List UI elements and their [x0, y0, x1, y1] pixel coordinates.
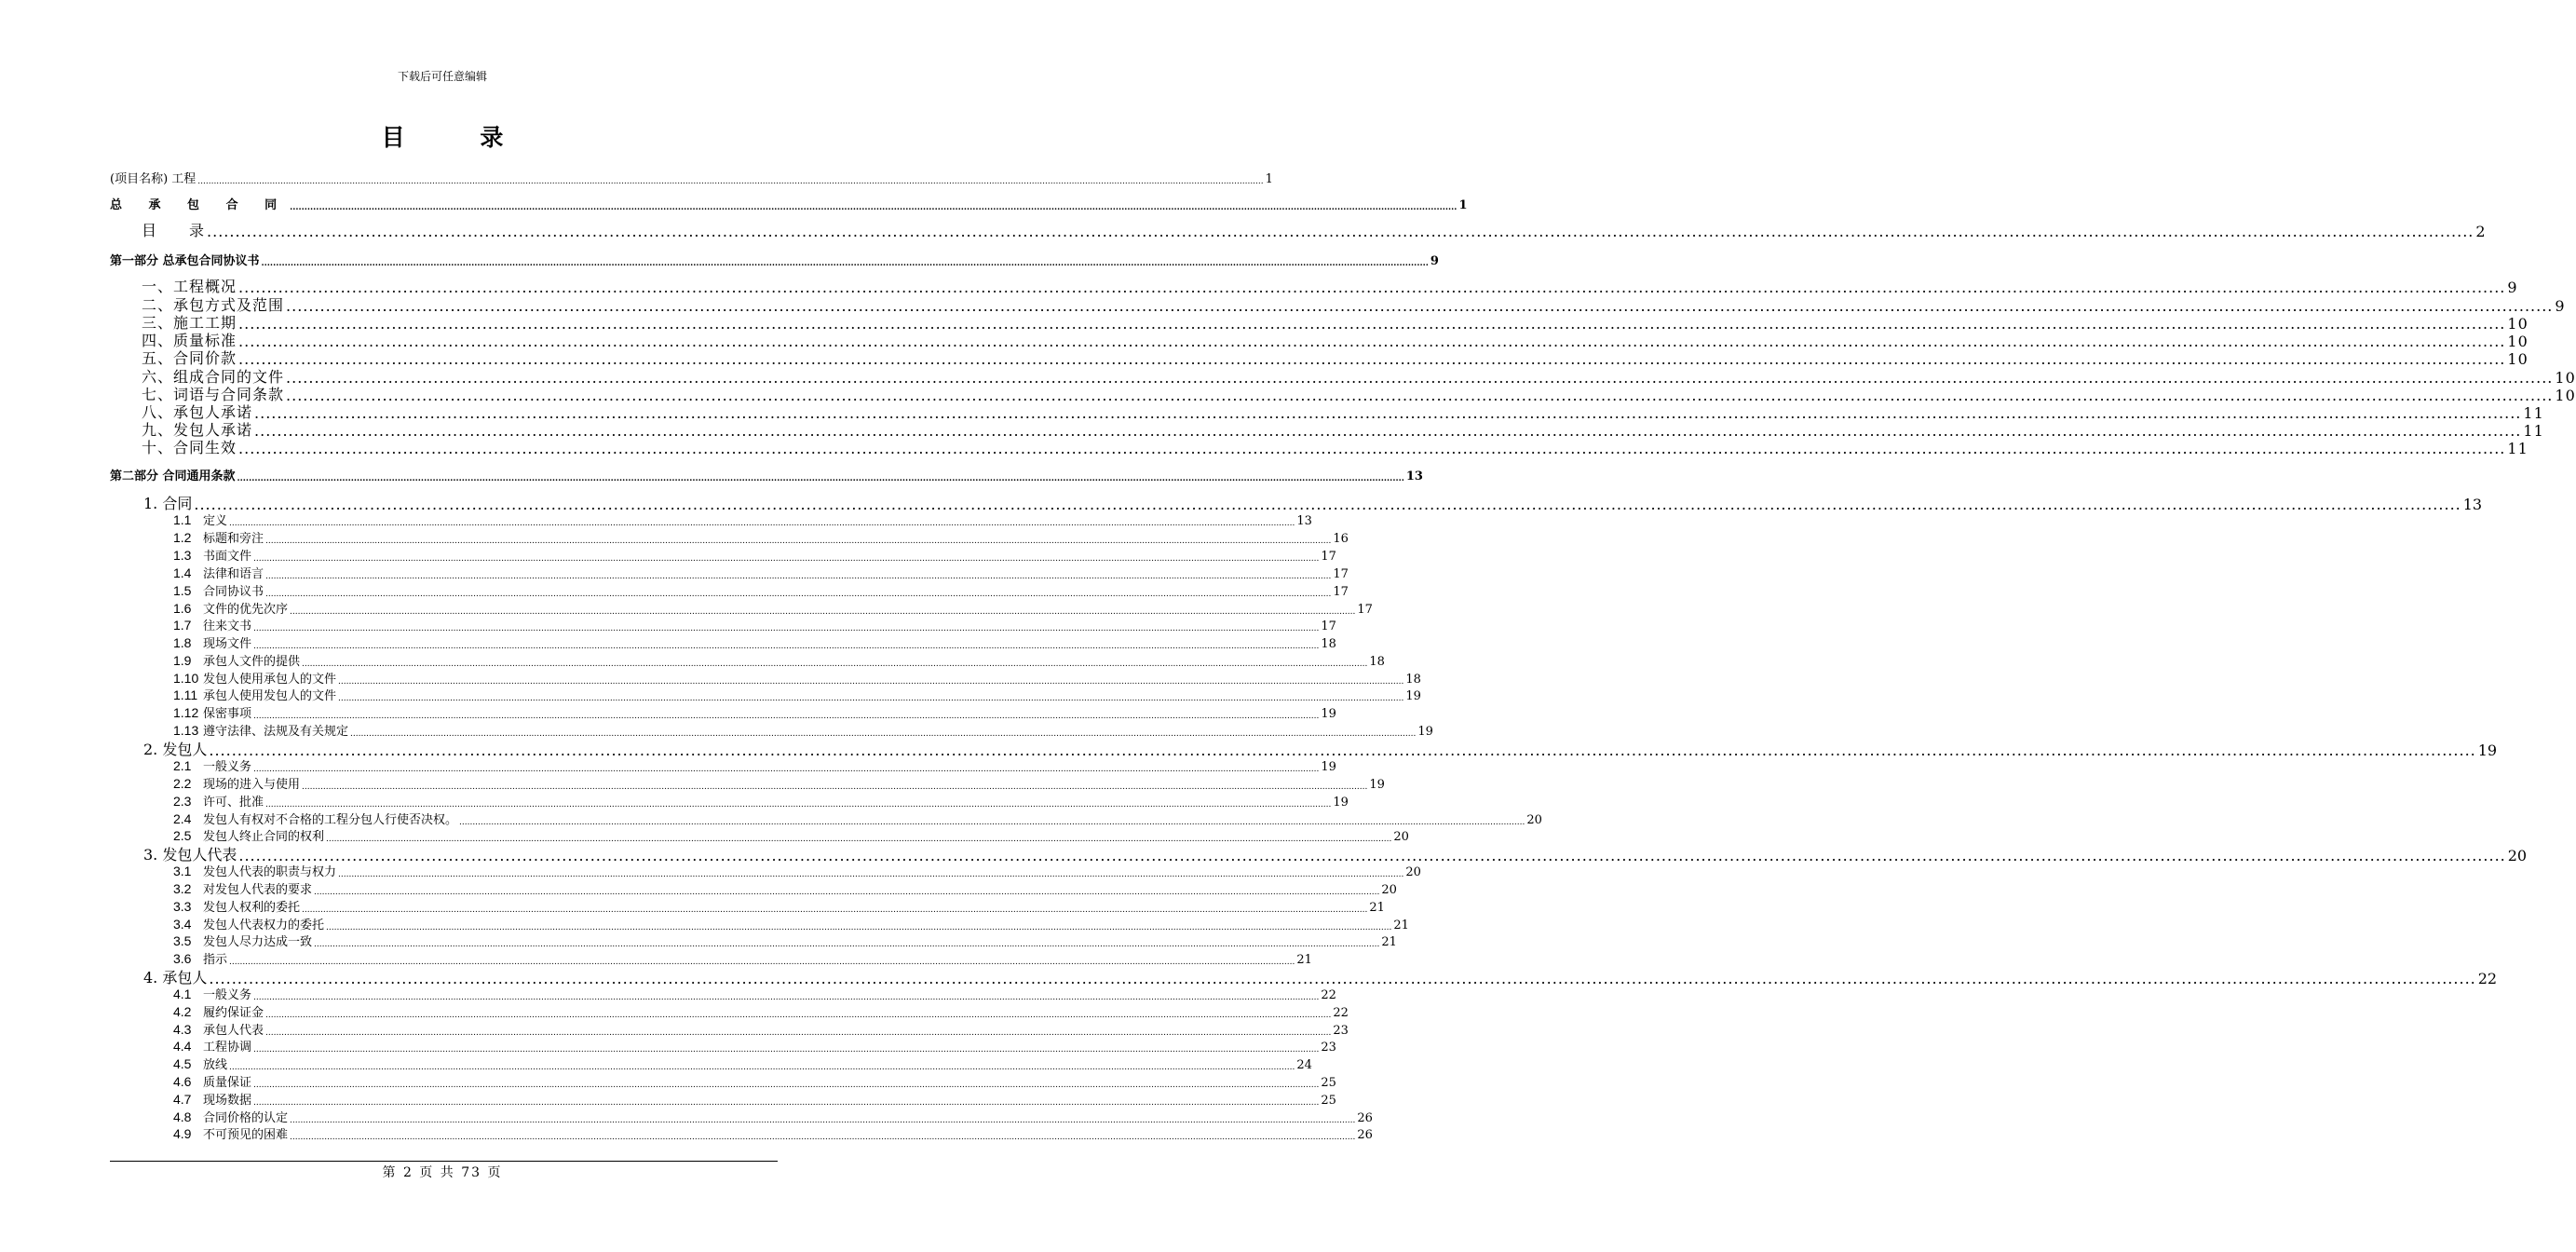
toc-entry-number: 2.1	[173, 758, 192, 773]
toc-dot-leader: ................................................................................................................................................................................................................................................................................................................................................................................................................	[238, 440, 2506, 457]
toc-entry-text: (项目名称) 工程	[110, 172, 197, 186]
toc-entry-page: 13	[2462, 496, 2483, 513]
toc-dot-leader: ................................................................................................................................................................................................................................................................................................................................................................................................................	[459, 818, 1525, 827]
toc-dot-leader: ................................................................................................................................................................................................................................................................................................................................................................................................................	[265, 537, 1332, 546]
toc-entry-number: 1.13	[173, 723, 199, 738]
toc-entry-label	[110, 721, 348, 739]
toc-entry-text: 合同协议书	[203, 585, 264, 599]
toc-entry-text: 八、承包人承诺	[142, 403, 253, 421]
toc-dot-leader: ................................................................................................................................................................................................................................................................................................................................................................................................................	[350, 729, 1417, 739]
toc-entry-page: 19	[1333, 796, 1349, 810]
toc-entry-page: 17	[1333, 585, 1349, 599]
toc-entry-page: 16	[1333, 532, 1349, 546]
toc-entry-page: 24	[1296, 1058, 1312, 1072]
toc-entry[interactable]	[110, 1004, 1349, 1020]
toc-entry[interactable]	[110, 933, 1397, 949]
toc-dot-leader: ................................................................................................................................................................................................................................................................................................................................................................................................................	[326, 923, 1392, 932]
toc-dot-leader: ................................................................................................................................................................................................................................................................................................................................................................................................................	[302, 905, 1368, 915]
toc-entry[interactable]	[110, 881, 1397, 897]
toc-entry-page: 10	[2507, 350, 2529, 368]
toc-dot-leader: ................................................................................................................................................................................................................................................................................................................................................................................................................	[302, 660, 1368, 669]
toc-dot-leader: ................................................................................................................................................................................................................................................................................................................................................................................................................	[207, 223, 2474, 240]
toc-entry-label	[110, 510, 227, 528]
toc-entry[interactable]	[110, 758, 1336, 774]
toc-entry-label	[110, 774, 300, 792]
toc-entry-label	[110, 686, 336, 703]
toc-entry-page: 13	[1296, 514, 1312, 528]
toc-entry-text: 现场文件	[203, 637, 252, 651]
toc-entry[interactable]	[110, 635, 1336, 651]
toc-dot-leader: ................................................................................................................................................................................................................................................................................................................................................................................................................	[286, 297, 2554, 315]
toc-entry-number: 2.4	[173, 811, 192, 826]
toc-entry-text: 放线	[203, 1058, 228, 1072]
toc-entry-number: 3.5	[173, 933, 192, 948]
toc-entry-text: 质量保证	[203, 1076, 252, 1090]
toc-entry[interactable]	[110, 864, 1421, 879]
toc-entry[interactable]	[110, 987, 1336, 1002]
toc-entry-text: 遵守法律、法规及有关规定	[203, 725, 349, 739]
toc-entry-text: 发包人尽力达成一致	[203, 935, 313, 949]
toc-entry[interactable]	[110, 687, 1421, 703]
toc-dot-leader: ................................................................................................................................................................................................................................................................................................................................................................................................................	[302, 782, 1368, 792]
toc-entry-text: 第二部分 合同通用条款	[110, 470, 236, 483]
toc-entry-page: 11	[2507, 440, 2529, 457]
toc-entry-label	[110, 219, 205, 240]
toc-entry-text: 指示	[203, 953, 228, 967]
toc-entry-label	[110, 528, 264, 546]
toc-entry-page: 25	[1321, 1076, 1336, 1090]
toc-entry[interactable]	[110, 439, 2529, 457]
toc-dot-leader: ................................................................................................................................................................................................................................................................................................................................................................................................................	[209, 742, 2476, 759]
toc-entry-label	[110, 985, 251, 1002]
toc-entry-number: 4.5	[173, 1056, 192, 1071]
toc-dot-leader: ................................................................................................................................................................................................................................................................................................................................................................................................................	[261, 259, 1429, 268]
page-title: 目 录	[381, 124, 537, 151]
toc-dot-leader: ................................................................................................................................................................................................................................................................................................................................................................................................................	[253, 1098, 1320, 1108]
toc-entry[interactable]	[110, 530, 1349, 546]
toc-entry-page: 25	[1321, 1094, 1336, 1108]
toc-entry-label	[110, 949, 227, 967]
toc-entry-page: 20	[1393, 830, 1409, 844]
toc-dot-leader: ................................................................................................................................................................................................................................................................................................................................................................................................................	[265, 800, 1332, 810]
toc-entry[interactable]	[110, 705, 1336, 721]
toc-entry-page: 9	[2555, 297, 2566, 315]
toc-entry-label	[110, 756, 251, 774]
toc-entry-text: 目 录	[142, 222, 206, 239]
toc-entry-text: 2. 发包人	[143, 741, 208, 758]
toc-entry[interactable]	[110, 899, 1385, 915]
toc-entry-page: 22	[1333, 1006, 1349, 1020]
toc-entry-label	[110, 195, 288, 212]
toc-entry-label	[110, 897, 300, 915]
toc-entry-page: 17	[1333, 567, 1349, 581]
toc-entry-page: 10	[2507, 333, 2529, 350]
toc-entry-number: 3.1	[173, 864, 192, 878]
toc-entry-text: 一般义务	[203, 760, 252, 774]
toc-entry-page: 9	[2507, 279, 2518, 296]
toc-dot-leader: ................................................................................................................................................................................................................................................................................................................................................................................................................	[265, 590, 1332, 599]
toc-entry[interactable]	[110, 828, 1409, 844]
toc-entry-label	[110, 251, 260, 268]
toc-dot-leader: ................................................................................................................................................................................................................................................................................................................................................................................................................	[254, 404, 2522, 422]
toc-entry-page: 19	[1321, 707, 1336, 721]
toc-entry[interactable]	[110, 776, 1385, 792]
toc-entry-label	[110, 1124, 288, 1142]
toc-entry-page: 11	[2523, 404, 2544, 422]
toc-entry-text: 4. 承包人	[143, 969, 208, 987]
toc-entry-number: 1.10	[173, 671, 199, 686]
toc-entry[interactable]	[110, 601, 1373, 617]
toc-entry-page: 22	[1321, 988, 1336, 1002]
toc-dot-leader: ................................................................................................................................................................................................................................................................................................................................................................................................................	[238, 333, 2506, 350]
toc-entry-number: 4.1	[173, 987, 192, 1001]
toc-entry-number: 3.6	[173, 951, 192, 966]
toc-entry-page: 19	[1405, 689, 1421, 703]
toc-dot-leader: ................................................................................................................................................................................................................................................................................................................................................................................................................	[238, 279, 2506, 296]
toc-entry-number: 3.2	[173, 881, 192, 896]
toc-entry-label	[110, 1090, 251, 1108]
toc-entry-page: 23	[1333, 1024, 1349, 1038]
toc-entry-text: 六、组成合同的文件	[142, 368, 285, 386]
toc-entry-number: 2.5	[173, 828, 192, 843]
toc-entry[interactable]	[110, 467, 1423, 483]
toc-entry-page: 23	[1321, 1041, 1336, 1055]
toc-dot-leader: ................................................................................................................................................................................................................................................................................................................................................................................................................	[237, 474, 1404, 483]
toc-dot-leader: ................................................................................................................................................................................................................................................................................................................................................................................................................	[238, 350, 2506, 368]
toc-entry-page: 20	[1381, 883, 1397, 897]
toc-entry[interactable]	[110, 196, 1468, 212]
toc-entry-label	[110, 1002, 264, 1020]
toc-dot-leader: ................................................................................................................................................................................................................................................................................................................................................................................................................	[265, 1011, 1332, 1020]
toc-entry-text: 发包人代表权力的委托	[203, 919, 325, 932]
toc-entry-text: 发包人终止合同的权利	[203, 830, 325, 844]
toc-dot-leader: ................................................................................................................................................................................................................................................................................................................................................................................................................	[290, 203, 1457, 212]
toc-entry-number: 4.6	[173, 1074, 192, 1089]
toc-entry-text: 许可、批准	[203, 796, 264, 810]
toc-entry-page: 1	[1265, 172, 1273, 186]
page-header: 下载后可任意编辑	[397, 70, 487, 83]
toc-entry-number: 1.11	[173, 687, 198, 702]
toc-entry-number: 4.2	[173, 1004, 192, 1019]
toc-entry-label	[110, 792, 264, 810]
toc-entry-label	[110, 633, 251, 651]
toc-entry-number: 3.4	[173, 917, 192, 932]
toc-dot-leader: ................................................................................................................................................................................................................................................................................................................................................................................................................	[290, 1133, 1356, 1142]
toc-entry[interactable]	[110, 951, 1312, 967]
toc-entry-page: 10	[2555, 369, 2576, 387]
toc-entry-label	[110, 436, 237, 457]
toc-dot-leader: ................................................................................................................................................................................................................................................................................................................................................................................................................	[265, 1028, 1332, 1038]
toc-dot-leader: ................................................................................................................................................................................................................................................................................................................................................................................................................	[338, 870, 1404, 879]
toc-entry-text: 履约保证金	[203, 1006, 264, 1020]
toc-entry-number: 4.4	[173, 1039, 192, 1054]
toc-entry-page: 13	[1405, 470, 1423, 483]
toc-entry-text: 五、合同价款	[142, 349, 237, 367]
toc-entry-number: 4.8	[173, 1109, 192, 1124]
toc-dot-leader: ................................................................................................................................................................................................................................................................................................................................................................................................................	[265, 572, 1332, 581]
toc-entry-text: 十、合同生效	[142, 439, 237, 456]
toc-entry[interactable]	[110, 671, 1421, 687]
toc-entry-page: 20	[2507, 847, 2528, 864]
toc-entry-text: 七、词语与合同条款	[142, 386, 285, 403]
toc-entry-number: 4.7	[173, 1092, 192, 1107]
toc-entry-page: 18	[1405, 673, 1421, 687]
toc-entry[interactable]	[110, 1109, 1373, 1125]
toc-entry-number: 2.3	[173, 794, 192, 809]
toc-dot-leader: ................................................................................................................................................................................................................................................................................................................................................................................................................	[253, 1081, 1320, 1090]
toc-entry-number: 4.3	[173, 1022, 192, 1037]
toc-entry-text: 发包人权利的委托	[203, 901, 301, 915]
toc-entry-label	[110, 1020, 264, 1038]
toc-dot-leader: ................................................................................................................................................................................................................................................................................................................................................................................................................	[286, 369, 2554, 387]
toc-dot-leader: ................................................................................................................................................................................................................................................................................................................................................................................................................	[209, 970, 2476, 987]
toc-entry-text: 现场数据	[203, 1094, 252, 1108]
toc-dot-leader: ................................................................................................................................................................................................................................................................................................................................................................................................................	[253, 765, 1320, 774]
toc-dot-leader: ................................................................................................................................................................................................................................................................................................................................................................................................................	[229, 1063, 1295, 1072]
toc-entry-page: 10	[2555, 387, 2576, 404]
toc-entry[interactable]	[110, 548, 1336, 564]
toc-dot-leader: ................................................................................................................................................................................................................................................................................................................................................................................................................	[197, 177, 1264, 186]
toc-dot-leader: ................................................................................................................................................................................................................................................................................................................................................................................................................	[338, 677, 1404, 687]
toc-entry-number: 1.5	[173, 583, 192, 598]
toc-entry-text: 第一部分 总承包合同协议书	[110, 254, 260, 268]
toc-entry-number: 1.12	[173, 705, 199, 720]
toc-entry-number: 1.4	[173, 565, 192, 580]
toc-dot-leader: ................................................................................................................................................................................................................................................................................................................................................................................................................	[253, 554, 1320, 564]
toc-entry-text: 3. 发包人代表	[143, 846, 237, 864]
toc-dot-leader: ................................................................................................................................................................................................................................................................................................................................................................................................................	[229, 958, 1295, 967]
toc-dot-leader: ................................................................................................................................................................................................................................................................................................................................................................................................................	[253, 642, 1320, 651]
toc-entry-text: 一、工程概况	[142, 278, 237, 295]
toc-entry-text: 承包人文件的提供	[203, 655, 301, 669]
toc-entry[interactable]	[110, 1092, 1336, 1108]
toc-entry-page: 18	[1369, 655, 1385, 669]
toc-entry-label	[110, 1037, 251, 1055]
toc-entry-text: 合同价格的认定	[203, 1111, 289, 1125]
toc-entry-text: 工程协调	[203, 1041, 252, 1055]
toc-entry-label	[110, 466, 236, 483]
toc-entry-label	[110, 1055, 227, 1072]
toc-entry-text: 1. 合同	[143, 495, 193, 512]
toc-entry-text: 书面文件	[203, 550, 252, 564]
toc-dot-leader: ................................................................................................................................................................................................................................................................................................................................................................................................................	[314, 888, 1380, 897]
toc-entry-text: 九、发包人承诺	[142, 421, 253, 439]
toc-entry-text: 法律和语言	[203, 567, 264, 581]
toc-entry-page: 19	[2477, 742, 2498, 759]
toc-dot-leader: ................................................................................................................................................................................................................................................................................................................................................................................................................	[290, 607, 1356, 617]
toc-entry[interactable]	[110, 618, 1336, 633]
toc-entry-number: 3.3	[173, 899, 192, 914]
toc-entry-text: 往来文书	[203, 619, 252, 633]
toc-dot-leader: ................................................................................................................................................................................................................................................................................................................................................................................................................	[290, 1116, 1356, 1125]
toc-entry[interactable]	[110, 1056, 1312, 1072]
toc-entry-number: 1.1	[173, 512, 192, 527]
toc-entry-page: 21	[1393, 919, 1409, 932]
toc-entry[interactable]	[110, 512, 1312, 528]
toc-entry-label	[110, 810, 457, 827]
toc-entry-text: 定义	[203, 514, 228, 528]
toc-entry[interactable]	[110, 653, 1385, 669]
toc-entry-text: 保密事项	[203, 707, 252, 721]
toc-entry-label	[110, 581, 264, 599]
toc-entry-number: 1.7	[173, 618, 192, 633]
toc-entry-label	[110, 826, 324, 844]
toc-entry[interactable]	[110, 811, 1542, 827]
toc-entry[interactable]	[110, 565, 1349, 581]
toc-entry-text: 总 承 包 合 同	[110, 198, 289, 212]
toc-dot-leader: ................................................................................................................................................................................................................................................................................................................................................................................................................	[254, 422, 2522, 440]
toc-entry[interactable]	[110, 222, 2487, 240]
toc-entry-text: 三、施工工期	[142, 314, 237, 332]
toc-entry-label	[110, 879, 312, 897]
toc-dot-leader: ................................................................................................................................................................................................................................................................................................................................................................................................................	[238, 847, 2506, 864]
toc-entry-page: 19	[1369, 778, 1385, 792]
toc-dot-leader: ................................................................................................................................................................................................................................................................................................................................................................................................................	[194, 496, 2461, 513]
footer-divider	[110, 1161, 778, 1162]
toc-entry[interactable]	[110, 1039, 1336, 1055]
toc-entry[interactable]	[110, 170, 1273, 186]
toc-dot-leader: ................................................................................................................................................................................................................................................................................................................................................................................................................	[338, 694, 1404, 703]
toc-entry-page: 26	[1357, 1128, 1373, 1142]
toc-entry-page: 19	[1321, 760, 1336, 774]
toc-entry-page: 22	[2477, 970, 2498, 987]
toc-entry[interactable]	[110, 917, 1409, 932]
toc-entry-label	[110, 1072, 251, 1090]
toc-entry-text: 四、质量标准	[142, 332, 237, 349]
toc-entry-page: 20	[1526, 813, 1542, 827]
toc-entry-number: 1.6	[173, 601, 192, 616]
toc-entry-page: 2	[2475, 223, 2487, 240]
toc-entry-label	[110, 546, 251, 564]
toc-entry-page: 20	[1405, 865, 1421, 879]
toc-entry-text: 不可预见的困难	[203, 1128, 289, 1142]
toc-entry-text: 发包人使用承包人的文件	[203, 673, 337, 687]
toc-entry-page: 19	[1417, 725, 1433, 739]
toc-entry-page: 21	[1381, 935, 1397, 949]
toc-entry-label	[110, 669, 336, 687]
toc-dot-leader: ................................................................................................................................................................................................................................................................................................................................................................................................................	[238, 315, 2506, 333]
toc-entry-page: 1	[1458, 198, 1468, 212]
toc-entry[interactable]	[110, 794, 1349, 810]
toc-entry[interactable]	[110, 1074, 1336, 1090]
toc-entry-number: 1.8	[173, 635, 192, 650]
toc-entry-label	[110, 703, 251, 721]
toc-entry-page: 17	[1321, 550, 1336, 564]
page-footer: 第 2 页 共 73 页	[382, 1165, 503, 1180]
toc-entry-text: 对发包人代表的要求	[203, 883, 313, 897]
toc-entry-number: 4.9	[173, 1126, 192, 1141]
toc-entry-label	[110, 915, 324, 932]
toc-entry-number: 2.2	[173, 776, 192, 791]
toc-entry-text: 文件的优先次序	[203, 603, 289, 617]
toc-entry-page: 17	[1357, 603, 1373, 617]
toc-entry-page: 11	[2523, 422, 2544, 440]
toc-entry-page: 9	[1430, 254, 1439, 268]
toc-entry-text: 承包人代表	[203, 1024, 264, 1038]
toc-entry-page: 10	[2507, 315, 2529, 333]
toc-dot-leader: ................................................................................................................................................................................................................................................................................................................................................................................................................	[253, 993, 1320, 1002]
toc-entry-number: 1.9	[173, 653, 192, 668]
toc-entry-number: 1.3	[173, 548, 192, 563]
toc-dot-leader: ................................................................................................................................................................................................................................................................................................................................................................................................................	[253, 1045, 1320, 1055]
toc-entry-text: 发包人代表的职责与权力	[203, 865, 337, 879]
toc-dot-leader: ................................................................................................................................................................................................................................................................................................................................................................................................................	[229, 519, 1295, 528]
toc-entry-page: 18	[1321, 637, 1336, 651]
toc-dot-leader: ................................................................................................................................................................................................................................................................................................................................................................................................................	[253, 624, 1320, 633]
toc-entry-text: 承包人使用发包人的文件	[203, 689, 337, 703]
toc-entry-text: 现场的进入与使用	[203, 778, 301, 792]
toc-entry-text: 二、承包方式及范围	[142, 296, 285, 314]
toc-entry-page: 21	[1369, 901, 1385, 915]
toc-dot-leader: ................................................................................................................................................................................................................................................................................................................................................................................................................	[314, 940, 1380, 949]
toc-dot-leader: ................................................................................................................................................................................................................................................................................................................................................................................................................	[253, 712, 1320, 721]
toc-entry-text: 发包人有权对不合格的工程分包人行使否决权。	[203, 813, 458, 827]
toc-entry-label	[110, 1108, 288, 1125]
toc-entry-label	[110, 651, 300, 669]
toc-entry[interactable]	[110, 1126, 1373, 1142]
toc-entry-label	[110, 862, 336, 879]
toc-entry[interactable]	[110, 583, 1349, 599]
toc-entry-number: 1.2	[173, 530, 192, 545]
toc-entry-label	[110, 564, 264, 581]
toc-dot-leader: ................................................................................................................................................................................................................................................................................................................................................................................................................	[326, 835, 1392, 844]
toc-entry-page: 26	[1357, 1111, 1373, 1125]
toc-entry-label	[110, 599, 288, 617]
toc-entry-text: 标题和旁注	[203, 532, 264, 546]
toc-entry[interactable]	[110, 723, 1433, 739]
toc-entry-text: 一般义务	[203, 988, 252, 1002]
toc-entry[interactable]	[110, 1022, 1349, 1038]
toc-entry-label	[110, 932, 312, 949]
toc-dot-leader: ................................................................................................................................................................................................................................................................................................................................................................................................................	[286, 387, 2554, 404]
toc-entry-page: 17	[1321, 619, 1336, 633]
toc-entry[interactable]	[110, 252, 1439, 268]
toc-entry-page: 21	[1296, 953, 1312, 967]
toc-entry-label	[110, 616, 251, 633]
toc-entry-label	[110, 169, 196, 186]
